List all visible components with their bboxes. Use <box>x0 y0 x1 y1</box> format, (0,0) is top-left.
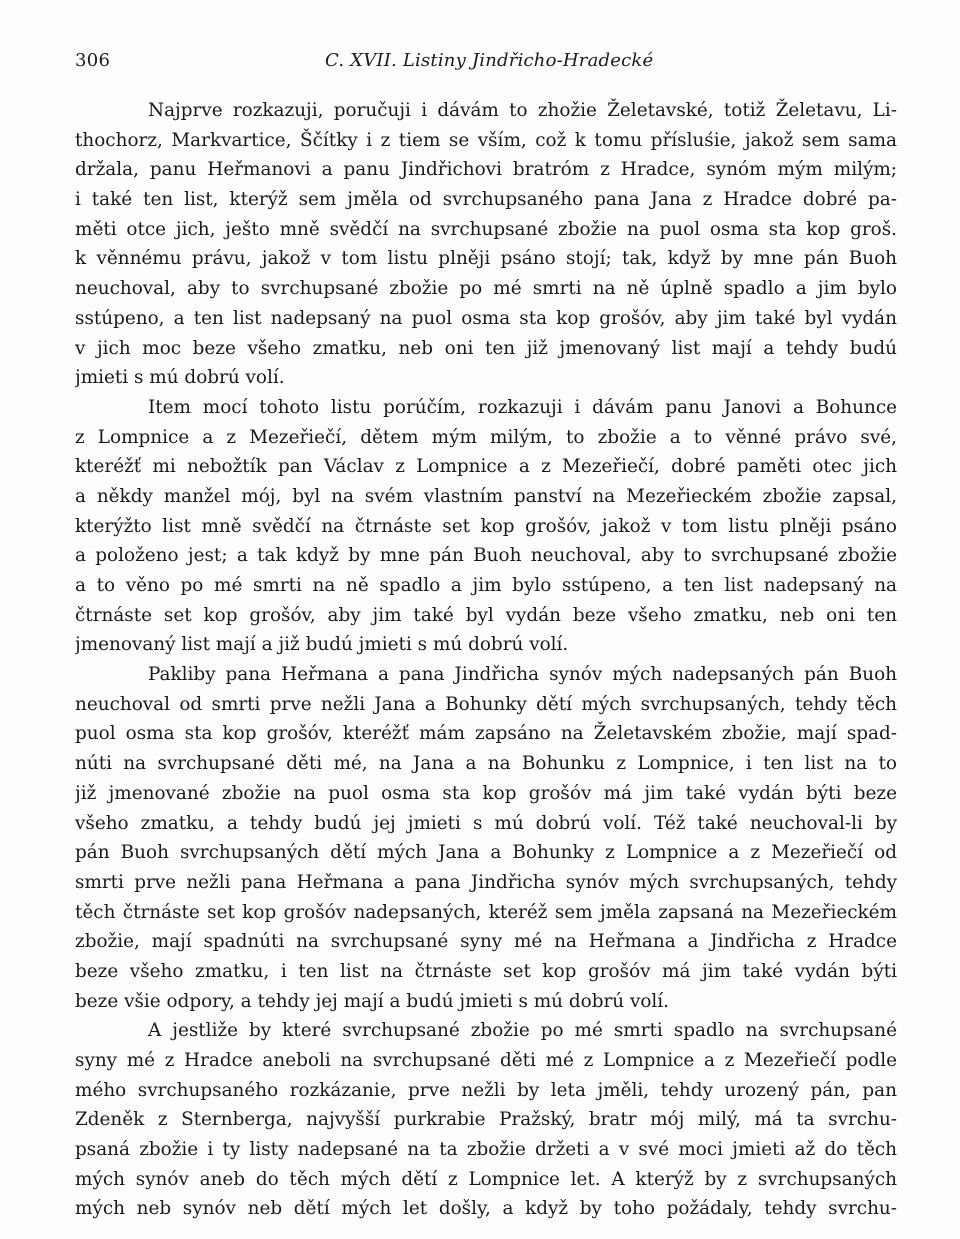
text-line: núti na svrchupsané děti mé, na Jana a na Bohunku z Lompnice, i ten list na to <box>75 753 897 775</box>
text-line: a to věno po mé smrti na ně spadlo a jim bylo sstúpeno, a ten list nadepsaný na <box>75 575 897 596</box>
text-line: kteréžť mi nebožtík pan Václav z Lompnice a z Mezeřiečí, dobré paměti otec jich <box>75 456 897 478</box>
text-line: jmenovaný list mají a již budú jmieti s mú dobrú volí. <box>75 634 569 656</box>
text-line: a někdy manžel mój, byl na svém vlastním panství na Mezeřieckém zbožie zapsal, <box>75 485 897 507</box>
text-line: neuchoval od smrti prve nežli Jana a Bohunky dětí mých svrchupsaných, tehdy těch <box>75 693 897 715</box>
text-line: v jich moc beze všeho zmatku, neb oni ten již jmenovaný list mají a tehdy budú <box>75 337 897 359</box>
text-line: držala, panu Heřmanovi a panu Jindřichovi bratróm z Hradce, synóm mým milým; <box>75 159 897 181</box>
text-line: mého svrchupsaného rozkázanie, prve nežli by leta jměli, tehdy urozený pán, pan <box>75 1079 897 1101</box>
text-line: beze všeho zmatku, i ten list na čtrnáste set kop grošóv má jim také vydán býti <box>75 960 897 982</box>
text-line: Pakliby pana Heřmana a pana Jindřicha synóv mých nadepsaných pán Buoh <box>148 664 897 686</box>
text-line: kterýžto list mně svědčí na čtrnáste set kop grošóv, jakož v tom listu plněji psáno <box>75 515 897 537</box>
page-number: 306 <box>75 50 111 71</box>
text-line: i také ten list, kterýž sem jměla od svrchupsaného pana Jana z Hradce dobré pa- <box>75 189 897 211</box>
text-line: z Lompnice a z Mezeřiečí, dětem mým milým, to zbožie a to věnné právo své, <box>75 426 897 448</box>
text-line: a položeno jest; a tak když by mne pán Buoh neuchoval, aby to svrchupsané zbožie <box>75 545 897 567</box>
text-line: zbožie, mají spadnúti na svrchupsané syny mé na Heřmana a Jindřicha z Hradce <box>75 931 897 953</box>
text-line: sstúpeno, a ten list nadepsaný na puol osma sta kop grošóv, aby jim také byl vydán <box>75 307 897 329</box>
text-line: čtrnáste set kop grošóv, aby jim také byl vydán beze všeho zmatku, neb oni ten <box>75 604 897 626</box>
text-line: Item mocí tohoto listu porúčím, rozkazuji i dávám panu Janovi a Bohunce <box>148 396 897 418</box>
text-line: A jestliže by které svrchupsané zbožie po mé smrti spadlo na svrchupsané <box>148 1020 897 1042</box>
text-line: puol osma sta kop grošóv, kteréžť mám zapsáno na Želetavském zbožie, mají spad- <box>75 723 897 745</box>
text-line: Zdeněk z Sternberga, najvyšší purkrabie Pražský, bratr mój milý, má ta svrchu- <box>75 1109 897 1131</box>
text-line: thochorz, Markvartice, Ščítky i z tiem se vším, což k tomu přísluśie, jakož sem sama <box>75 129 897 151</box>
text-line: syny mé z Hradce aneboli na svrchupsané děti mé z Lompnice a z Mezeřiečí podle <box>75 1050 897 1071</box>
chapter-title: C. XVII. Listiny Jindřicho-Hradecké <box>325 50 654 71</box>
text-line: mých synóv aneb do těch mých dětí z Lompnice let. A kterýž by z svrchupsaných <box>75 1168 897 1190</box>
text-line: neuchoval, aby to svrchupsané zbožie po mé smrti na ně úplně spadlo a jim bylo <box>75 278 897 300</box>
text-line: beze všie odpory, a tehdy jej mají a budú jmieti s mú dobrú volí. <box>75 990 670 1012</box>
text-line: jmieti s mú dobrú volí. <box>75 367 285 389</box>
text-line: těch čtrnáste set kop grošóv nadepsaných, kteréž sem jměla zapsaná na Mezeřieckém <box>75 901 897 923</box>
running-head <box>75 50 900 78</box>
text-line: měti otce jich, ještо mně svědčí na svrchupsané zbožie na puol osma sta kop groš. <box>75 218 897 240</box>
body-text <box>75 96 897 1224</box>
text-line: psaná zbožie i ty listy nadepsané na ta zbožie držeti a v své moci jmieti až do těch <box>75 1139 897 1161</box>
text-line: pán Buoh svrchupsaných dětí mých Jana a Bohunky z Lompnice a z Mezeřiečí od <box>75 842 897 864</box>
text-line: Najprve rozkazuji, poručuji i dávám to zhožie Želetavské, totiž Želetavu, Li- <box>148 100 897 121</box>
text-line: k věnnému právu, jakož v tom listu plněji psáno stojí; tak, když by mne pán Buoh <box>75 248 897 270</box>
text-line: všeho zmatku, a tehdy budú jej jmieti s mú dobrú volí. Též také neuchoval-li by <box>75 812 897 834</box>
text-line: mých neb synóv neb dětí mých let došly, a když by toho požádaly, tehdy svrchu- <box>75 1198 897 1220</box>
text-line: smrti prve nežli pana Heřmana a pana Jindřicha synóv mých svrchupsaných, tehdy <box>75 871 897 893</box>
text-line: již jmenované zbožie na puol osma sta kop grošóv má jim také vydán býti beze <box>75 782 897 804</box>
